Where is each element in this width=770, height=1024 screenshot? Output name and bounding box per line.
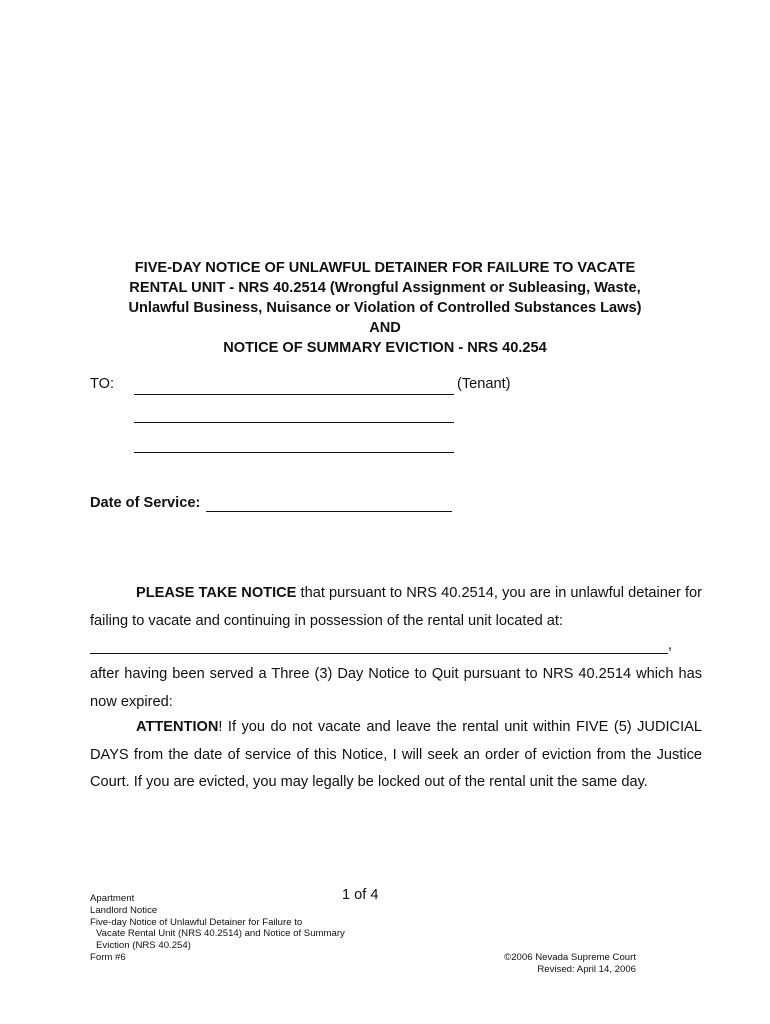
expiry-paragraph: after having been served a Three (3) Day Notice to Quit pursuant to NRS 40.2514 which has now expired: <box>90 666 702 710</box>
document-page: FIVE-DAY NOTICE OF UNLAWFUL DETAINER FOR FAILURE TO VACATE RENTAL UNIT - NRS 40.2514 (Wrongful Assignment or Subleasing, Waste, Unlawful Business, Nuisance or Violation of Controlled Substances Laws) AND NOTICE OF SUMMARY EVICTION - NRS 40.254 TO: (Tenant) Date of Service: PLEASE TAKE NOTICE that pursuant to NRS 40.2514, you are in unlawful detainer for failing to vacate and continuing in possession of the rental unit located at: , after having been served a Three (3) Day Notice to Quit pursuant to NRS 40.2514 which has now expired: ATTENTION! If you do not vacate and leave the rental unit within FIVE (5) JUDICIAL DAYS from the date of service of this Notice, I will seek an order of eviction from the Justice Court. If you are evicted, you may legally be locked out of the rental unit the same day. 1 of 4 Apartment Landlord Notice Five-day Notice of Unlawful Detainer for Failure to Vacate Rental Unit (NRS 40.2514) and Notice of Summary Eviction (NRS 40.254) Form #6 ©2006 Nevada Supreme Court Revised: April 14, 2006 <box>0 0 770 1024</box>
copyright-block <box>450 952 636 976</box>
revised-date: Revised: April 14, 2006 <box>537 963 636 975</box>
title-line-1: FIVE-DAY NOTICE OF UNLAWFUL DETAINER FOR FAILURE TO VACATE <box>134 260 636 276</box>
footer-line: Five-day Notice of Unlawful Detainer for Failure to <box>90 916 303 928</box>
tenant-label: (Tenant) <box>457 376 511 392</box>
title-line-3: Unlawful Business, Nuisance or Violation of Controlled Substances Laws) <box>128 300 642 316</box>
footer-line: Eviction (NRS 40.254) <box>96 940 191 952</box>
footer-line: Landlord Notice <box>90 904 158 916</box>
date-of-service-blank[interactable] <box>206 511 452 512</box>
page-number: 1 of 4 <box>342 887 379 903</box>
tenant-address-blank-1[interactable] <box>134 422 454 423</box>
copyright-text: ©2006 Nevada Supreme Court <box>504 952 636 963</box>
tenant-name-blank[interactable] <box>134 394 454 395</box>
date-of-service-label: Date of Service: <box>90 495 201 511</box>
notice-paragraph <box>90 580 702 635</box>
tenant-address-blank-2[interactable] <box>134 452 454 453</box>
attention-text: ! If you do not vacate and leave the rental unit within FIVE (5) JUDICIAL DAYS from the date of service of this Notice, I will seek an order of eviction from the Justice Court. If you are evicted, you may legally be locked out of the rental unit the same day. <box>90 719 702 790</box>
title-line-2: RENTAL UNIT - NRS 40.2514 (Wrongful Assignment or Subleasing, Waste, <box>129 280 641 296</box>
attention-lead: ATTENTION <box>136 719 219 735</box>
attention-paragraph <box>90 714 702 797</box>
title-line-5: NOTICE OF SUMMARY EVICTION - NRS 40.254 <box>223 340 547 356</box>
footer-line: Vacate Rental Unit (NRS 40.2514) and Notice of Summary <box>96 928 345 940</box>
notice-text: that pursuant to NRS 40.2514, you are in unlawful detainer for failing to vacate and continuing in possession of the rental unit located at: <box>90 585 702 629</box>
form-footer <box>90 893 345 964</box>
rental-unit-address-blank[interactable] <box>90 653 668 654</box>
footer-line: Apartment <box>90 893 135 904</box>
footer-line: Form #6 <box>90 951 126 963</box>
notice-lead: PLEASE TAKE NOTICE <box>136 585 297 601</box>
document-title <box>60 258 710 358</box>
address-comma: , <box>668 637 673 653</box>
title-line-4: AND <box>369 320 401 336</box>
